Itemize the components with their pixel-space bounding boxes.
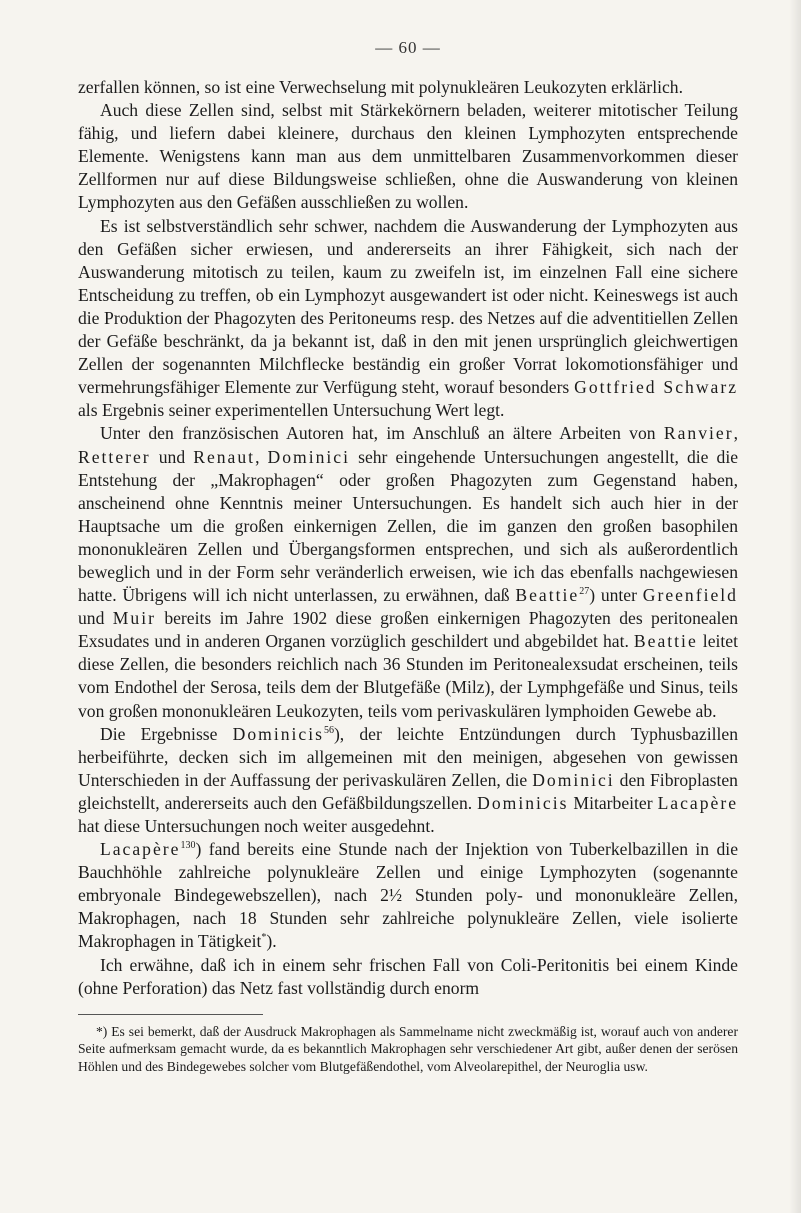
author-name: Lacapère: [657, 792, 739, 813]
text-run: und: [150, 446, 194, 467]
page-number: — 60 —: [375, 38, 441, 57]
author-name: Gottfried Schwarz: [574, 377, 738, 398]
text-run: hat diese Untersuchungen noch weiter ausgedehnt.: [78, 816, 435, 836]
paragraph: [78, 954, 738, 1000]
text-run: Unter den französischen Autoren hat, im Anschluß an ältere Arbeiten von: [100, 423, 664, 444]
text-run: als Ergebnis seiner experimentellen Untersuchung Wert legt.: [78, 400, 505, 421]
author-name: Dominici: [532, 769, 615, 790]
paragraph: [78, 99, 738, 214]
text-run: zerfallen können, so ist eine Verwechselung mit polynukleären Leukozyten erklärlich.: [78, 77, 683, 97]
text-run: Die Ergebnisse: [100, 723, 233, 744]
text-run: ,: [733, 423, 738, 444]
author-name: Retterer: [78, 446, 151, 467]
text-run: Ich erwähne, daß ich in einem sehr frischen Fall von Coli-Peritonitis bei einem Kinde (ohne Perforation) das Netz fast vollständig durch enorm: [78, 954, 738, 998]
author-name: Ranvier: [663, 423, 734, 444]
author-name: Beattie: [515, 585, 580, 606]
reference-marker: 27: [579, 586, 590, 598]
text-run: Mitarbeiter: [568, 792, 658, 813]
footnote: [78, 1023, 738, 1076]
paragraph: [78, 215, 738, 423]
book-page: [78, 38, 738, 1075]
paragraph: [78, 838, 738, 953]
author-name: Muir: [112, 608, 156, 629]
page-edge-shadow: [789, 0, 801, 1213]
reference-marker: 56: [323, 724, 334, 736]
paragraph: [78, 422, 738, 722]
text-run: ) unter: [589, 585, 643, 606]
text-run: und: [78, 608, 113, 629]
footnote-rule: [78, 1014, 263, 1015]
text-run: ,: [255, 446, 268, 467]
text-run: leitet diese Zellen, die besonders reichlich nach 36 Stunden im Peritonealexsudat erscheinen, teils vom Endothel der Serosa, teils dem der Blutgefäße (Milz), der Lymphgefäße und Sinus, teils von großen mononukleären Leukozyten, teils vom perivaskulären lymphoiden Gewebe ab.: [78, 631, 738, 721]
reference-marker: 130: [180, 840, 196, 852]
reference-marker: *: [261, 932, 267, 944]
text-run: ).: [266, 931, 277, 952]
text-run: bereits im Jahre 1902 diese großen einkernigen Phagozyten des peritonealen Exsudates und in anderen Organen vorzüglich geschildert und abgebildet hat.: [78, 608, 738, 652]
author-name: Renaut: [193, 446, 256, 467]
author-name: Beattie: [633, 631, 698, 652]
body-text: [78, 76, 738, 1000]
author-name: Dominicis: [477, 792, 569, 813]
paragraph: [78, 723, 738, 838]
author-name: Dominicis: [232, 723, 324, 744]
text-run: Auch diese Zellen sind, selbst mit Stärkekörnern beladen, weiterer mitotischer Teilung fähig, und liefern dabei kleinere, durchaus den kleinen Lymphozyten entsprechende Elemente. Wenigstens kann man aus dem unmittelbaren Zusammenvorkommen dieser Zellformen nur auf diese Bildungsweise schließen, ohne die Auswanderung von kleinen Lymphozyten aus den Gefäßen ausschließen zu wollen.: [78, 100, 738, 213]
author-name: Dominici: [267, 446, 351, 467]
footnote-text: *) Es sei bemerkt, daß der Ausdruck Makrophagen als Sammelname nicht zweckmäßig ist, worauf auch von anderer Seite aufmerksam gemacht wurde, da es bekanntlich Makrophagen sehr verschiedener Art gibt, außer denen der serösen Höhlen und des Bindegewebes solcher vom Blutgefäßendothel, vom Alveolarepithel, der Neuroglia usw.: [78, 1023, 738, 1074]
text-run: Es ist selbstverständlich sehr schwer, nachdem die Auswanderung der Lymphozyten aus den Gefäßen sicher erwiesen, und andererseits an ihrer Fähigkeit, sich nach der Auswanderung mitotisch zu teilen, kaum zu zweifeln ist, im einzelnen Fall eine sichere Entscheidung zu treffen, ob ein Lymphozyt ausgewandert ist oder nicht. Keineswegs ist auch die Produktion der Phagozyten des Peritoneums resp. des Netzes auf die adventitiellen Zellen der Gefäße beschränkt, da ja bekannt ist, daß in den mit jenen ursprünglich gleichwertigen Zellen der sogenannten Milchflecke beständig ein großer Vorrat lokomotionsfähiger und vermehrungsfähiger Elemente zur Verfügung steht, worauf besonders: [78, 215, 738, 398]
paragraph: [78, 76, 738, 99]
author-name: Greenfield: [642, 585, 738, 606]
text-run: ), der leichte Entzündungen durch Typhusbazillen herbeiführte, decken sich im allgemeinen mit den meinigen, abgesehen von gewissen Unterschieden in der Auffassung der perivaskulären Zellen, die: [78, 723, 738, 790]
text-run: ) fand bereits eine Stunde nach der Injektion von Tuberkelbazillen in die Bauchhöhle zahlreiche polynukleäre Zellen und einige Lymphozyten (sogenannte embryonale Bindegewebszellen), nach 2½ Stunden poly- und mononukleäre Zellen, Makrophagen, nach 18 Stunden sehr zahlreiche polynukleäre Zellen, viele isolierte Makrophagen in Tätigkeit: [78, 839, 738, 952]
text-run: sehr eingehende Untersuchungen angestellt, die die Entstehung der „Makrophagen“ oder großen Phagozyten zum Gegenstand haben, anscheinend ohne Kenntnis meiner Untersuchungen. Es handelt sich auch hier in der Hauptsache um die großen einkernigen Zellen, die im ganzen den großen basophilen mononukleären Zellen und Übergangsformen entsprechen, und sich als außerordentlich beweglich und in der Form sehr veränderlich erweisen, wie ich das ebenfalls nachgewiesen hatte. Übrigens will ich nicht unterlassen, zu erwähnen, daß: [78, 446, 739, 606]
text-run: den Fibroplasten gleichstellt, andererseits auch den Gefäßbildungszellen.: [78, 769, 738, 813]
author-name: Lacapère: [100, 839, 181, 860]
